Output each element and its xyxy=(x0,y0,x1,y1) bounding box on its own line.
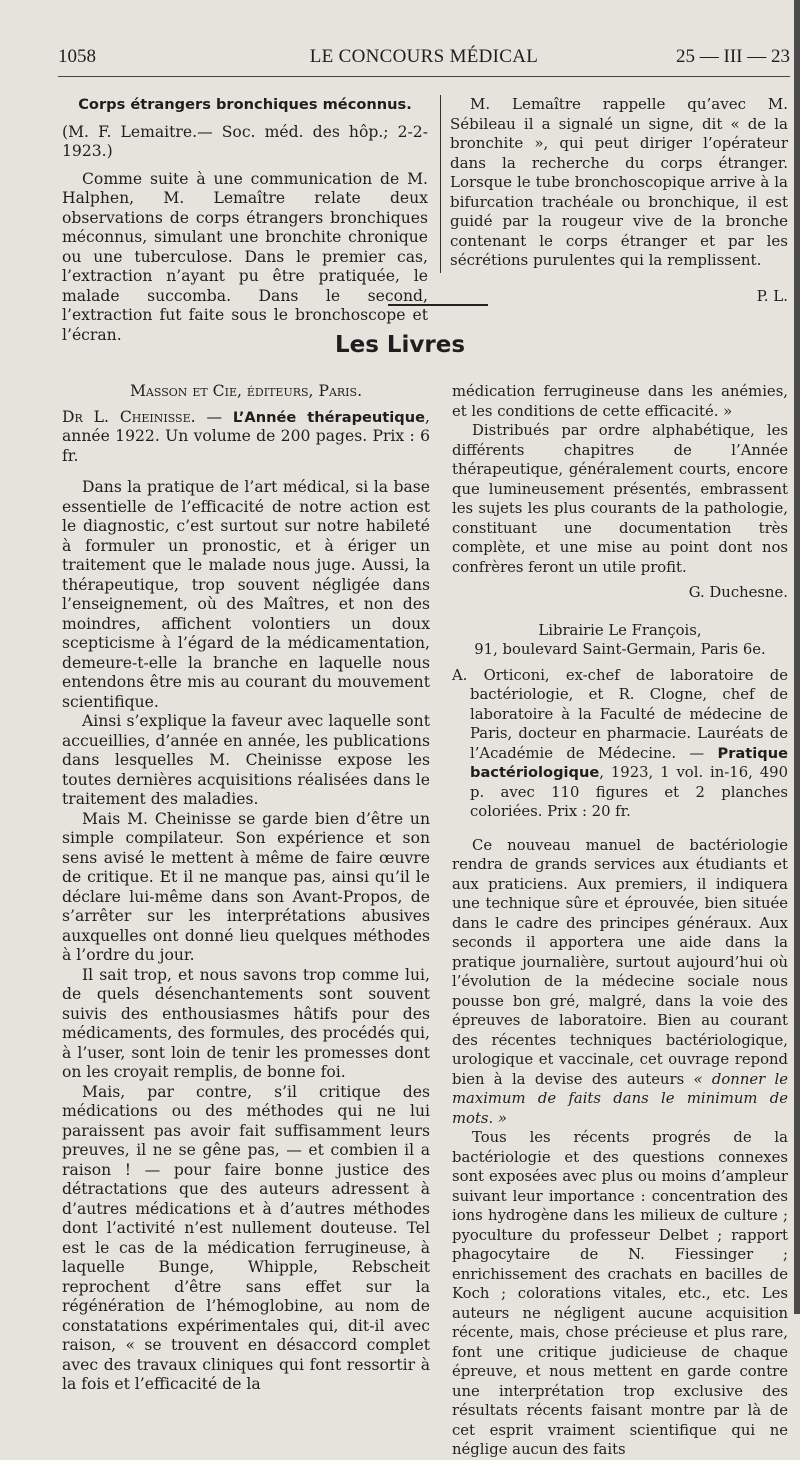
article-foreign-bodies xyxy=(62,95,428,345)
running-header xyxy=(58,42,790,77)
book-dash: — xyxy=(195,407,233,426)
article-signature: P. L. xyxy=(756,286,788,305)
journal-title: LE CONCOURS MÉDICAL xyxy=(309,46,539,67)
publisher-line: Masson et Cie, éditeurs, Paris. xyxy=(129,382,363,400)
review-paragraph: Mais, par contre, s’il critique des médications ou des méthodes qui ne lui paraissent pas avoir fait suffisamment leurs preuves, il ne se gêne pas, — et combien il a raison ! — pour faire bonne justice des détractations que des auteurs adressent à d’autres médications et à d’autres méthodes dont l’activité n’est nullement douteuse. Tel est le cas de la médication ferrugineuse, à laquelle Bunge, Whipple, Rebscheit reprochent d’être sans effet sur la régénération de l’hémoglobine, au nom de constatations expérimentales qui, dit-il avec raison, « se trouvent en désaccord complet avec des travaux cliniques qui font ressortir à la fois et l’efficacité de la xyxy=(62,1082,430,1393)
review-paragraph: Dans la pratique de l’art médical, si la base essentielle de l’efficacité de notre action est le diagnostic, c’est surtout sur notre habileté à formuler un pronostic, et à ériger un traitement que le malade nous juge. Aussi, la thérapeutique, trop souvent négligée dans l’enseignement, où des Maîtres, et non des moindres, affichent volontiers un doux scepticisme à l’égard de la médicamentation, demeure-t-elle la branche en laquelle nous entendons être mis au courant du mouvement scientifique. xyxy=(62,478,430,711)
review-paragraph: Il sait trop, et nous savons trop comme lui, de quels désenchantements sont souvent suivis des enthousiasmes hâtifs pour des médicaments, des formules, des procédés qui, à l’user, sont loin de tenir les promesses dont on les croyait remplis, de bonne foi. xyxy=(62,965,430,1081)
book-authors: A. Orticoni, ex-chef de laboratoire de bactériologie, et R. Clogne, chef de laboratoire à la Faculté de médecine de Paris, docteur en pharmacie. Lauréats de l’Académie de Médecine. — xyxy=(452,666,788,762)
page-number: 1058 xyxy=(58,46,96,67)
article-heading: Corps étrangers bronchiques méconnus. xyxy=(78,96,412,113)
review-paragraph: Tous les récents progrés de la bactériologie et des questions connexes sont exposées avec plus ou moins d’ampleur suivant leur importance : concentration des ions hydrogène dans les milieux de culture ; pyoculture du professeur Delbet ; rapport phagocytaire de N. Fiessinger ; enrichissement des crachats en bacilles de Koch ; colorations vitales, etc., etc. Les auteurs ne négligent aucune acquisition récente, mais, chose précieuse et plus rare, font une critique judicieuse de chaque épreuve, et nous mettent en garde contre une interprétation trop exclusive des résultats récents faisant montre par là de cet esprit vraiment scientifique qui ne néglige aucun des faits xyxy=(452,1129,788,1458)
book-title: L’Année thérapeutique xyxy=(232,408,426,426)
book-title: Pratique bactériologique xyxy=(470,744,788,781)
review-paragraph xyxy=(452,836,788,1129)
book-details: , année 1922. Un volume de 200 pages. Prix : 6 fr. xyxy=(62,407,430,465)
book-review-therapeutique xyxy=(62,382,430,1395)
review-signature: G. Duchesne. xyxy=(688,584,788,601)
section-rule xyxy=(388,304,488,306)
article-body-continued: M. Lemaître rappelle qu’avec M. Sébileau il a signalé un signe, dit « de la bronchite », qui peut diriger l’opérateur dans la recherche du corps étranger. Lorsque le tube bronchoscopique arrive à la bifurcation trachéale ou bronchique, il est guidé par la rougeur vive de la bronche contenant le corps étranger et par les sécrétions purulentes qui la remplissent. xyxy=(450,95,788,269)
book-reference xyxy=(62,408,430,467)
article-foreign-bodies-continued xyxy=(450,95,788,306)
column-divider xyxy=(440,95,441,273)
review-paragraph: Distribués par ordre alphabétique, les différents chapitres de l’Année thérapeutique, généralement courts, encore que lumineusement présentés, embrassent les sujets les plus courants de la pathologie, constituant une documentation très complète, et une mise au point dont nos confrères feront un utile profit. xyxy=(452,422,788,576)
review-paragraph: Ainsi s’explique la faveur avec laquelle sont accueillies, d’année en année, les publications dans lesquelles M. Cheinisse expose les toutes dernières acquisitions réalisées dans le traitement des maladies. xyxy=(62,712,430,808)
authors-motto: « donner le maximum de faits dans le minimum de mots. » xyxy=(452,1070,788,1127)
book-reference-bacteriology xyxy=(452,666,788,822)
review-paragraph: Mais M. Cheinisse se garde bien d’être un simple compilateur. Son expérience et son sens avisé le mettent à même de faire œuvre de critique. Et il ne manque pas, ainsi qu’il le déclare lui-même dans son Avant-Propos, de s’arrêter sur les interprétations abusives auxquelles ont donné lieu quelques méthodes à l’ordre du jour. xyxy=(62,809,430,964)
library-address: 91, boulevard Saint-Germain, Paris 6e. xyxy=(474,641,766,658)
article-body: Comme suite à une communication de M. Halphen, M. Lemaître relate deux observations de corps étrangers bronchiques méconnus, simulant une bronchite chronique ou une tuberculose. Dans le premier cas, l’extraction n’ayant pu être pratiquée, le malade succomba. Dans le second, l’extraction fut faite sous le bronchoscope et l’écran. xyxy=(62,169,428,344)
issue-date: 25 — III — 23 xyxy=(676,46,790,67)
article-reference: (M. F. Lemaitre.— Soc. méd. des hôp.; 2-2-1923.) xyxy=(62,122,428,160)
book-reviews-right-column xyxy=(452,382,788,1460)
book-author: Dr L. Cheinisse. xyxy=(62,407,196,426)
review-continuation: médication ferrugineuse dans les anémies, et les conditions de cette efficacité. » xyxy=(452,383,788,420)
book-details: , 1923, 1 vol. in-16, 490 p. avec 110 figures et 2 planches coloriées. Prix : 20 fr. xyxy=(470,764,788,820)
page-edge xyxy=(794,0,800,1314)
library-name: Librairie Le François, xyxy=(538,621,702,639)
review-text: Ce nouveau manuel de bactériologie rendra de grands services aux étudiants et aux praticiens. Aux premiers, il indiquera une technique sûre et éprouvée, bien située dans le cadre des principes généraux. Aux seconds il apportera une aide dans la pratique journalière, surtout aujourd’hui où l’évolution de la médecine sociale nous pousse bon gré, malgré, dans la voie des épreuves de laboratoire. Bien au courant des récentes techniques bactériologique, urologique et vaccinale, cet ouvrage repond bien à la devise des auteurs xyxy=(452,836,788,1088)
section-title: Les Livres xyxy=(334,332,466,358)
